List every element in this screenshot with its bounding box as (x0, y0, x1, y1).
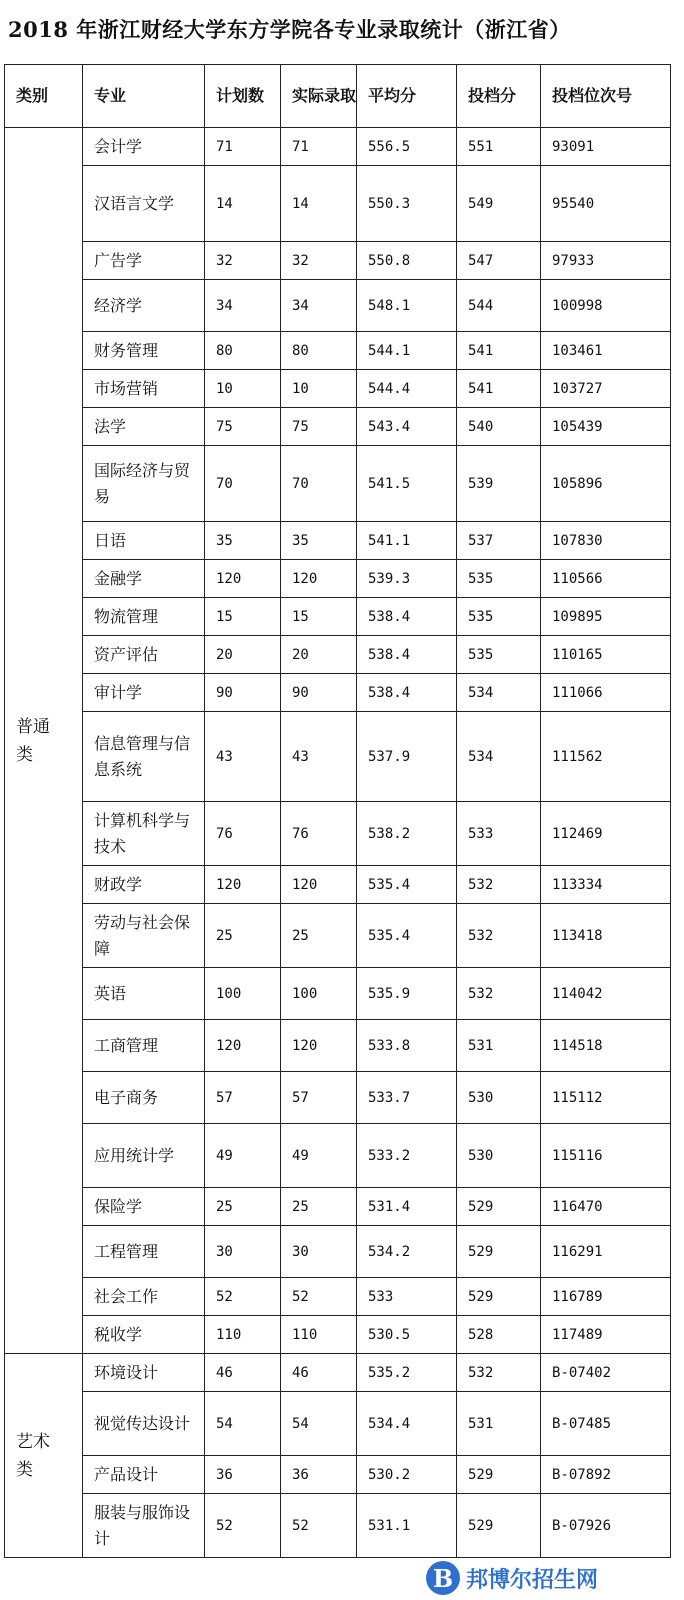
average-score-cell: 533.8 (357, 1020, 457, 1072)
actual-admitted-cell: 15 (281, 598, 357, 636)
average-score-cell: 550.8 (357, 242, 457, 280)
actual-admitted-cell: 120 (281, 866, 357, 904)
table-row (5, 968, 671, 1020)
actual-admitted-cell: 120 (281, 1020, 357, 1072)
actual-admitted-cell: 25 (281, 904, 357, 968)
filing-rank-cell: B-07892 (541, 1456, 671, 1494)
table-row (5, 166, 671, 242)
header-plan-count: 计划数 (205, 65, 281, 128)
average-score-cell: 544.4 (357, 370, 457, 408)
major-cell: 社会工作 (83, 1278, 205, 1316)
actual-admitted-cell: 100 (281, 968, 357, 1020)
plan-count-cell: 46 (205, 1354, 281, 1392)
major-cell: 劳动与社会保障 (83, 904, 205, 968)
average-score-cell: 534.4 (357, 1392, 457, 1456)
average-score-cell: 543.4 (357, 408, 457, 446)
major-cell: 信息管理与信息系统 (83, 712, 205, 802)
average-score-cell: 539.3 (357, 560, 457, 598)
filing-rank-cell: 114518 (541, 1020, 671, 1072)
plan-count-cell: 100 (205, 968, 281, 1020)
table-row (5, 904, 671, 968)
filing-rank-cell: 110165 (541, 636, 671, 674)
actual-admitted-cell: 80 (281, 332, 357, 370)
table-row (5, 128, 671, 166)
filing-rank-cell: 112469 (541, 802, 671, 866)
plan-count-cell: 25 (205, 904, 281, 968)
table-row (5, 598, 671, 636)
major-cell: 物流管理 (83, 598, 205, 636)
header-filing-rank: 投档位次号 (541, 65, 671, 128)
plan-count-cell: 25 (205, 1188, 281, 1226)
major-cell: 应用统计学 (83, 1124, 205, 1188)
plan-count-cell: 80 (205, 332, 281, 370)
filing-score-cell: 532 (457, 968, 541, 1020)
average-score-cell: 538.4 (357, 636, 457, 674)
table-row (5, 1188, 671, 1226)
average-score-cell: 541.5 (357, 446, 457, 522)
table-row (5, 1456, 671, 1494)
watermark (426, 1558, 676, 1598)
actual-admitted-cell: 34 (281, 280, 357, 332)
major-cell: 财政学 (83, 866, 205, 904)
actual-admitted-cell: 76 (281, 802, 357, 866)
filing-score-cell: 540 (457, 408, 541, 446)
filing-rank-cell: 95540 (541, 166, 671, 242)
major-cell: 国际经济与贸易 (83, 446, 205, 522)
actual-admitted-cell: 14 (281, 166, 357, 242)
plan-count-cell: 52 (205, 1278, 281, 1316)
plan-count-cell: 14 (205, 166, 281, 242)
table-row (5, 242, 671, 280)
major-cell: 法学 (83, 408, 205, 446)
table-row (5, 1278, 671, 1316)
filing-rank-cell: 105439 (541, 408, 671, 446)
table-row (5, 1316, 671, 1354)
actual-admitted-cell: 36 (281, 1456, 357, 1494)
plan-count-cell: 75 (205, 408, 281, 446)
table-row (5, 1072, 671, 1124)
table-header-row (5, 65, 671, 128)
category-cell: 艺术类 (5, 1354, 83, 1558)
table-row (5, 560, 671, 598)
major-cell: 电子商务 (83, 1072, 205, 1124)
filing-score-cell: 551 (457, 128, 541, 166)
major-cell: 日语 (83, 522, 205, 560)
watermark-text: 邦博尔招生网 (466, 1567, 599, 1593)
filing-rank-cell: 116789 (541, 1278, 671, 1316)
filing-rank-cell: B-07926 (541, 1494, 671, 1558)
actual-admitted-cell: 20 (281, 636, 357, 674)
actual-admitted-cell: 71 (281, 128, 357, 166)
filing-rank-cell: B-07402 (541, 1354, 671, 1392)
filing-score-cell: 528 (457, 1316, 541, 1354)
filing-rank-cell: 105896 (541, 446, 671, 522)
actual-admitted-cell: 57 (281, 1072, 357, 1124)
major-cell: 会计学 (83, 128, 205, 166)
filing-rank-cell: 113418 (541, 904, 671, 968)
filing-score-cell: 532 (457, 904, 541, 968)
filing-score-cell: 535 (457, 560, 541, 598)
plan-count-cell: 120 (205, 1020, 281, 1072)
filing-rank-cell: 116470 (541, 1188, 671, 1226)
filing-score-cell: 544 (457, 280, 541, 332)
actual-admitted-cell: 54 (281, 1392, 357, 1456)
table-body (5, 128, 671, 1558)
actual-admitted-cell: 46 (281, 1354, 357, 1392)
average-score-cell: 531.4 (357, 1188, 457, 1226)
filing-score-cell: 537 (457, 522, 541, 560)
table-row (5, 712, 671, 802)
filing-rank-cell: 100998 (541, 280, 671, 332)
table-row (5, 522, 671, 560)
plan-count-cell: 10 (205, 370, 281, 408)
average-score-cell: 534.2 (357, 1226, 457, 1278)
plan-count-cell: 70 (205, 446, 281, 522)
actual-admitted-cell: 43 (281, 712, 357, 802)
watermark-logo-icon: B (426, 1561, 460, 1595)
filing-score-cell: 529 (457, 1226, 541, 1278)
filing-rank-cell: 115112 (541, 1072, 671, 1124)
filing-score-cell: 529 (457, 1456, 541, 1494)
table-row (5, 674, 671, 712)
table-row (5, 280, 671, 332)
average-score-cell: 541.1 (357, 522, 457, 560)
plan-count-cell: 15 (205, 598, 281, 636)
table-row (5, 446, 671, 522)
plan-count-cell: 71 (205, 128, 281, 166)
actual-admitted-cell: 32 (281, 242, 357, 280)
plan-count-cell: 120 (205, 560, 281, 598)
plan-count-cell: 36 (205, 1456, 281, 1494)
table-row (5, 802, 671, 866)
filing-rank-cell: 115116 (541, 1124, 671, 1188)
plan-count-cell: 32 (205, 242, 281, 280)
average-score-cell: 548.1 (357, 280, 457, 332)
filing-score-cell: 534 (457, 712, 541, 802)
average-score-cell: 550.3 (357, 166, 457, 242)
table-row (5, 1392, 671, 1456)
table-row (5, 636, 671, 674)
filing-score-cell: 534 (457, 674, 541, 712)
average-score-cell: 535.2 (357, 1354, 457, 1392)
actual-admitted-cell: 70 (281, 446, 357, 522)
table-row (5, 1226, 671, 1278)
filing-rank-cell: 116291 (541, 1226, 671, 1278)
average-score-cell: 535.9 (357, 968, 457, 1020)
major-cell: 视觉传达设计 (83, 1392, 205, 1456)
filing-score-cell: 547 (457, 242, 541, 280)
filing-rank-cell: 103461 (541, 332, 671, 370)
filing-rank-cell: 111562 (541, 712, 671, 802)
plan-count-cell: 90 (205, 674, 281, 712)
major-cell: 保险学 (83, 1188, 205, 1226)
major-cell: 金融学 (83, 560, 205, 598)
filing-score-cell: 531 (457, 1392, 541, 1456)
average-score-cell: 533.7 (357, 1072, 457, 1124)
filing-rank-cell: 93091 (541, 128, 671, 166)
page-title: 2018 年浙江财经大学东方学院各专业录取统计（浙江省） (8, 17, 571, 42)
filing-rank-cell: 110566 (541, 560, 671, 598)
plan-count-cell: 20 (205, 636, 281, 674)
header-average-score: 平均分 (357, 65, 457, 128)
average-score-cell: 556.5 (357, 128, 457, 166)
filing-score-cell: 541 (457, 332, 541, 370)
major-cell: 市场营销 (83, 370, 205, 408)
average-score-cell: 535.4 (357, 904, 457, 968)
plan-count-cell: 30 (205, 1226, 281, 1278)
filing-score-cell: 530 (457, 1124, 541, 1188)
major-cell: 产品设计 (83, 1456, 205, 1494)
major-cell: 工程管理 (83, 1226, 205, 1278)
actual-admitted-cell: 90 (281, 674, 357, 712)
actual-admitted-cell: 35 (281, 522, 357, 560)
plan-count-cell: 43 (205, 712, 281, 802)
filing-score-cell: 549 (457, 166, 541, 242)
filing-rank-cell: 117489 (541, 1316, 671, 1354)
major-cell: 税收学 (83, 1316, 205, 1354)
major-cell: 财务管理 (83, 332, 205, 370)
plan-count-cell: 76 (205, 802, 281, 866)
header-major: 专业 (83, 65, 205, 128)
filing-score-cell: 533 (457, 802, 541, 866)
filing-score-cell: 530 (457, 1072, 541, 1124)
plan-count-cell: 52 (205, 1494, 281, 1558)
filing-rank-cell: 111066 (541, 674, 671, 712)
filing-rank-cell: 97933 (541, 242, 671, 280)
major-cell: 经济学 (83, 280, 205, 332)
major-cell: 环境设计 (83, 1354, 205, 1392)
table-row (5, 1354, 671, 1392)
filing-score-cell: 532 (457, 1354, 541, 1392)
table-row (5, 1494, 671, 1558)
filing-score-cell: 535 (457, 636, 541, 674)
major-cell: 计算机科学与技术 (83, 802, 205, 866)
actual-admitted-cell: 10 (281, 370, 357, 408)
filing-score-cell: 531 (457, 1020, 541, 1072)
average-score-cell: 533 (357, 1278, 457, 1316)
major-cell: 广告学 (83, 242, 205, 280)
header-actual-admitted: 实际录取 (281, 65, 357, 128)
table-row (5, 408, 671, 446)
admission-table (4, 64, 671, 1558)
major-cell: 汉语言文学 (83, 166, 205, 242)
average-score-cell: 538.4 (357, 598, 457, 636)
actual-admitted-cell: 25 (281, 1188, 357, 1226)
filing-score-cell: 529 (457, 1278, 541, 1316)
filing-score-cell: 529 (457, 1188, 541, 1226)
category-cell: 普通类 (5, 128, 83, 1354)
filing-rank-cell: 109895 (541, 598, 671, 636)
table-row (5, 1020, 671, 1072)
plan-count-cell: 54 (205, 1392, 281, 1456)
average-score-cell: 530.5 (357, 1316, 457, 1354)
filing-score-cell: 539 (457, 446, 541, 522)
average-score-cell: 538.2 (357, 802, 457, 866)
filing-score-cell: 532 (457, 866, 541, 904)
header-filing-score: 投档分 (457, 65, 541, 128)
filing-score-cell: 529 (457, 1494, 541, 1558)
average-score-cell: 535.4 (357, 866, 457, 904)
major-cell: 英语 (83, 968, 205, 1020)
filing-rank-cell: 103727 (541, 370, 671, 408)
actual-admitted-cell: 52 (281, 1278, 357, 1316)
filing-score-cell: 541 (457, 370, 541, 408)
plan-count-cell: 110 (205, 1316, 281, 1354)
table-row (5, 332, 671, 370)
average-score-cell: 544.1 (357, 332, 457, 370)
average-score-cell: 531.1 (357, 1494, 457, 1558)
major-cell: 服装与服饰设计 (83, 1494, 205, 1558)
actual-admitted-cell: 49 (281, 1124, 357, 1188)
table-row (5, 866, 671, 904)
actual-admitted-cell: 75 (281, 408, 357, 446)
plan-count-cell: 34 (205, 280, 281, 332)
actual-admitted-cell: 30 (281, 1226, 357, 1278)
header-category: 类别 (5, 65, 83, 128)
plan-count-cell: 57 (205, 1072, 281, 1124)
major-cell: 审计学 (83, 674, 205, 712)
major-cell: 资产评估 (83, 636, 205, 674)
table-row (5, 1124, 671, 1188)
table-row (5, 370, 671, 408)
average-score-cell: 537.9 (357, 712, 457, 802)
plan-count-cell: 35 (205, 522, 281, 560)
filing-rank-cell: 114042 (541, 968, 671, 1020)
average-score-cell: 533.2 (357, 1124, 457, 1188)
filing-rank-cell: B-07485 (541, 1392, 671, 1456)
filing-rank-cell: 107830 (541, 522, 671, 560)
average-score-cell: 530.2 (357, 1456, 457, 1494)
average-score-cell: 538.4 (357, 674, 457, 712)
filing-score-cell: 535 (457, 598, 541, 636)
actual-admitted-cell: 110 (281, 1316, 357, 1354)
major-cell: 工商管理 (83, 1020, 205, 1072)
filing-rank-cell: 113334 (541, 866, 671, 904)
actual-admitted-cell: 52 (281, 1494, 357, 1558)
actual-admitted-cell: 120 (281, 560, 357, 598)
plan-count-cell: 49 (205, 1124, 281, 1188)
plan-count-cell: 120 (205, 866, 281, 904)
